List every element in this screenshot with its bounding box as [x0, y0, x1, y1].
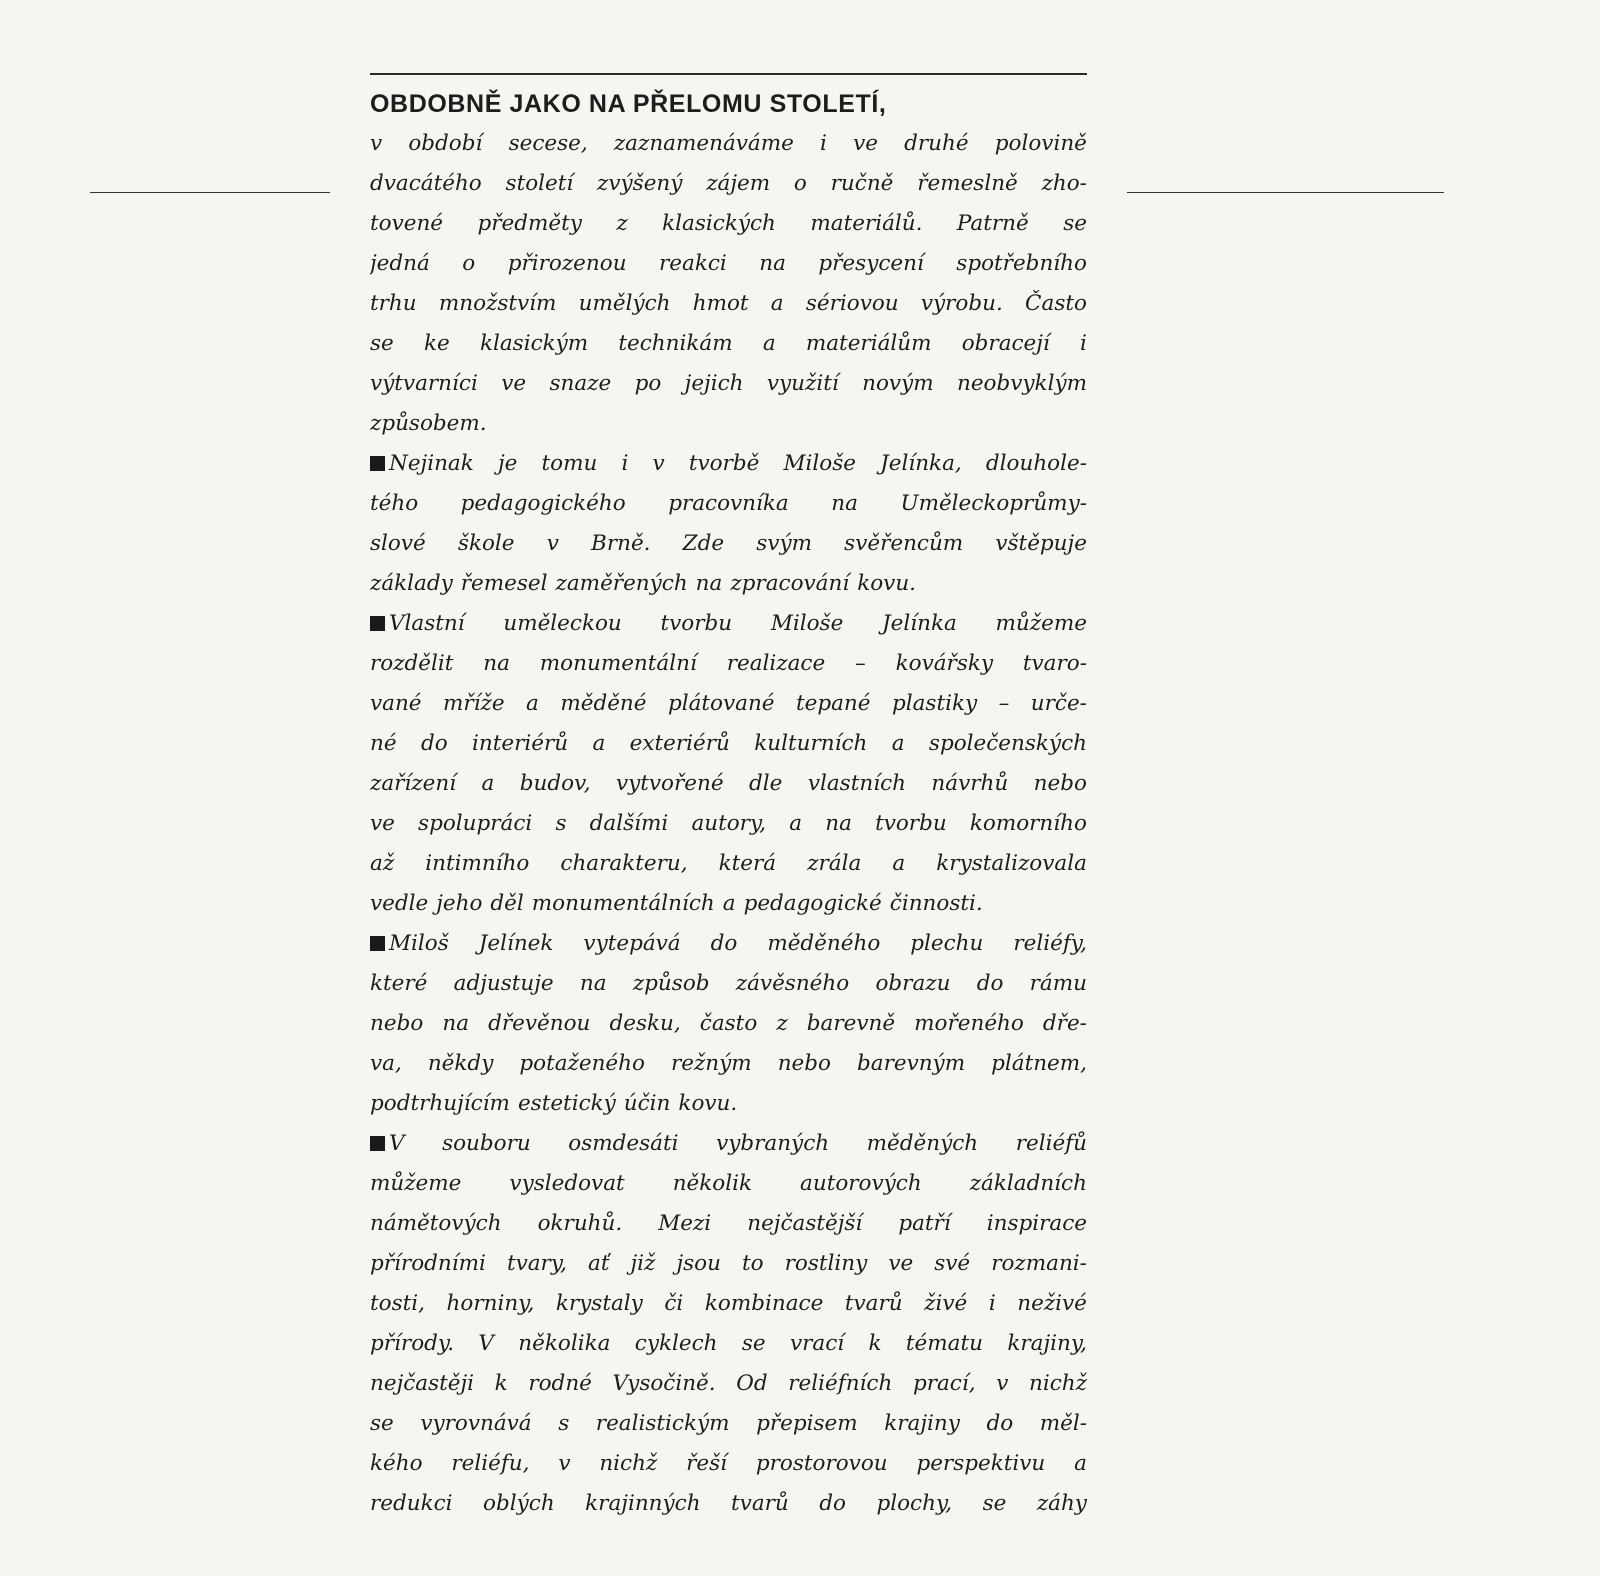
text-line: jedná o přirozenou reakci na přesycení spotřebního: [370, 251, 1087, 276]
text-line: dvacátého století zvýšený zájem o ručně řemeslně zho-: [370, 171, 1087, 196]
text-line: ve spolupráci s dalšími autory, a na tvorbu komorního: [370, 811, 1087, 836]
text-line: se vyrovnává s realistickým přepisem krajiny do měl-: [370, 1411, 1087, 1436]
text-line: né do interiérů a exteriérů kulturních a společenských: [370, 731, 1087, 756]
top-rule: [370, 73, 1087, 75]
right-margin-rule: [1127, 192, 1444, 193]
text-line: přírody. V několika cyklech se vrací k tématu krajiny,: [370, 1331, 1087, 1356]
text-line: redukci oblých krajinných tvarů do plochy, se záhy: [370, 1491, 1087, 1516]
text-line: nejčastěji k rodné Vysočině. Od reliéfních prací, v nichž: [370, 1371, 1087, 1396]
text-line: podtrhujícím estetický účin kovu.: [370, 1091, 738, 1116]
left-margin-rule: [90, 192, 330, 193]
text-line: které adjustuje na způsob závěsného obrazu do rámu: [370, 971, 1087, 996]
text-line: slové škole v Brně. Zde svým svěřencům vštěpuje: [370, 531, 1087, 556]
text-line: tého pedagogického pracovníka na Uměleckoprůmy-: [370, 491, 1087, 516]
text-line: zařízení a budov, vytvořené dle vlastních návrhů nebo: [370, 771, 1087, 796]
text-line: vedle jeho děl monumentálních a pedagogické činnosti.: [370, 891, 983, 916]
text-line: vané mříže a měděné plátované tepané plastiky – urče-: [370, 691, 1087, 716]
text-line: v období secese, zaznamenáváme i ve druhé polovině: [370, 131, 1087, 156]
text-line: způsobem.: [370, 411, 487, 436]
text-line: kého reliéfu, v nichž řeší prostorovou perspektivu a: [370, 1451, 1087, 1476]
paragraph-bullet: [370, 1136, 385, 1151]
text-line: až intimního charakteru, která zrála a krystalizovala: [370, 851, 1087, 876]
article-body: [370, 84, 1087, 1524]
text-line: Miloš Jelínek vytepává do měděného plechu reliéfy,: [370, 924, 1087, 964]
paragraph-bullet: [370, 616, 385, 631]
article-text: [370, 124, 1087, 1524]
text-line: se ke klasickým technikám a materiálům obracejí i: [370, 331, 1087, 356]
text-line: námětových okruhů. Mezi nejčastější patří inspirace: [370, 1211, 1087, 1236]
text-line: tosti, horniny, krystaly či kombinace tvarů živé i neživé: [370, 1291, 1087, 1316]
article-heading: OBDOBNĚ JAKO NA PŘELOMU STOLETÍ,: [370, 90, 887, 118]
text-line: základy řemesel zaměřených na zpracování kovu.: [370, 571, 917, 596]
text-line: Vlastní uměleckou tvorbu Miloše Jelínka můžeme: [370, 604, 1087, 644]
paragraph-bullet: [370, 456, 385, 471]
text-line: tovené předměty z klasických materiálů. Patrně se: [370, 211, 1087, 236]
text-line: Nejinak je tomu i v tvorbě Miloše Jelínka, dlouhole-: [370, 444, 1087, 484]
text-line: můžeme vysledovat několik autorových základních: [370, 1171, 1087, 1196]
text-line: nebo na dřevěnou desku, často z barevně mořeného dře-: [370, 1011, 1087, 1036]
text-line: přírodními tvary, ať již jsou to rostliny ve své rozmani-: [370, 1251, 1087, 1276]
text-line: rozdělit na monumentální realizace – kovářsky tvaro-: [370, 651, 1087, 676]
text-line: výtvarníci ve snaze po jejich využití novým neobvyklým: [370, 371, 1087, 396]
text-line: V souboru osmdesáti vybraných měděných reliéfů: [370, 1124, 1087, 1164]
text-line: trhu množstvím umělých hmot a sériovou výrobu. Často: [370, 291, 1087, 316]
text-line: va, někdy potaženého režným nebo barevným plátnem,: [370, 1051, 1087, 1076]
paragraph-bullet: [370, 936, 385, 951]
